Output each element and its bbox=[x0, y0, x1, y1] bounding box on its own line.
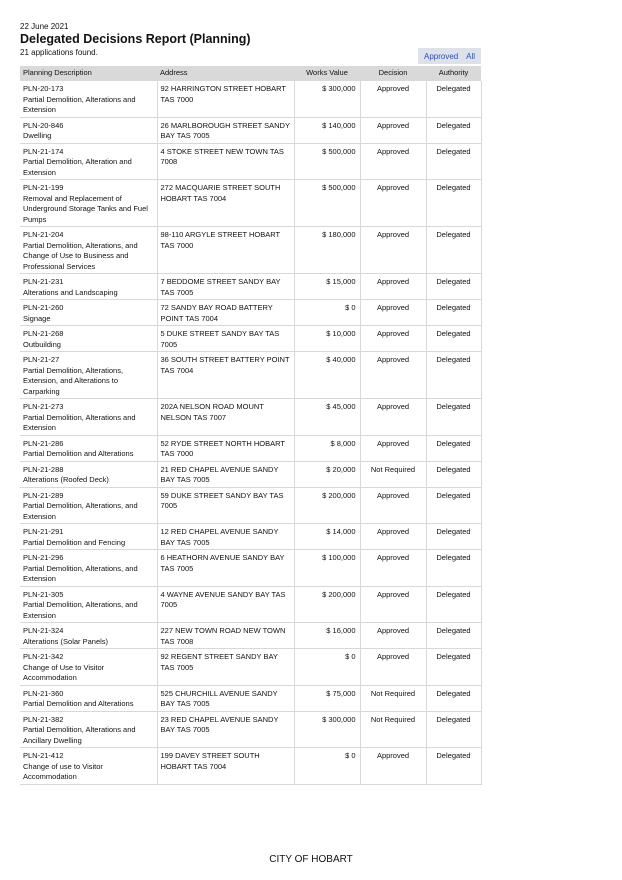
application-ref: PLN-21-286 bbox=[23, 438, 64, 448]
application-description: Alterations (Solar Panels) bbox=[23, 636, 109, 646]
decision-cell: Not Required bbox=[360, 685, 426, 711]
authority-cell: Delegated bbox=[426, 487, 481, 524]
works-value-cell: $ 140,000 bbox=[294, 117, 360, 143]
authority-cell: Delegated bbox=[426, 274, 481, 300]
decision-cell: Approved bbox=[360, 550, 426, 587]
table-row bbox=[20, 143, 481, 180]
address-cell: 92 HARRINGTON STREET HOBART TAS 7000 bbox=[157, 81, 294, 117]
result-count: 21 applications found. bbox=[20, 48, 98, 57]
column-header-address: Address bbox=[157, 66, 294, 81]
application-description: Partial Demolition, Alterations, Extension, and Alterations to Carparking bbox=[23, 365, 124, 396]
table-row bbox=[20, 649, 481, 686]
description-cell bbox=[20, 435, 157, 461]
application-ref: PLN-21-268 bbox=[23, 329, 64, 338]
authority-cell: Delegated bbox=[426, 461, 481, 487]
decision-cell: Approved bbox=[360, 487, 426, 524]
application-ref: PLN-21-342 bbox=[23, 652, 64, 661]
authority-cell: Delegated bbox=[426, 143, 481, 180]
authority-cell: Delegated bbox=[426, 300, 481, 326]
decision-cell: Approved bbox=[360, 586, 426, 623]
table-row bbox=[20, 81, 481, 117]
table-row bbox=[20, 326, 481, 352]
address-cell: 525 CHURCHILL AVENUE SANDY BAY TAS 7005 bbox=[157, 685, 294, 711]
authority-cell: Delegated bbox=[426, 623, 481, 649]
report-date: 22 June 2021 bbox=[20, 22, 69, 31]
works-value-cell: $ 100,000 bbox=[294, 550, 360, 587]
description-cell bbox=[20, 117, 157, 143]
table-row bbox=[20, 300, 481, 326]
works-value-cell: $ 0 bbox=[294, 748, 360, 785]
decision-cell: Approved bbox=[360, 300, 426, 326]
address-cell: 92 REGENT STREET SANDY BAY TAS 7005 bbox=[157, 649, 294, 686]
column-header-description: Planning Description bbox=[20, 66, 157, 81]
decision-cell: Approved bbox=[360, 227, 426, 274]
table-row bbox=[20, 623, 481, 649]
works-value-cell: $ 10,000 bbox=[294, 326, 360, 352]
description-cell bbox=[20, 524, 157, 550]
description-cell bbox=[20, 550, 157, 587]
application-description: Partial Demolition, Alterations, and Extension bbox=[23, 563, 138, 583]
decisions-table bbox=[20, 66, 482, 785]
authority-cell: Delegated bbox=[426, 711, 481, 748]
application-description: Outbuilding bbox=[23, 339, 61, 349]
table-row bbox=[20, 227, 481, 274]
decision-cell: Approved bbox=[360, 326, 426, 352]
filter-approved-link[interactable]: Approved bbox=[424, 51, 459, 61]
column-header-authority: Authority bbox=[426, 66, 481, 81]
decision-cell: Approved bbox=[360, 649, 426, 686]
table-row bbox=[20, 524, 481, 550]
table-row bbox=[20, 399, 481, 436]
application-description: Partial Demolition, Alterations and Ancillary Dwelling bbox=[23, 725, 136, 745]
description-cell bbox=[20, 300, 157, 326]
decision-cell: Approved bbox=[360, 143, 426, 180]
description-cell bbox=[20, 711, 157, 748]
table-row bbox=[20, 461, 481, 487]
application-description: Partial Demolition, Alterations and Extension bbox=[23, 94, 136, 114]
application-ref: PLN-20-173 bbox=[23, 84, 64, 93]
description-cell bbox=[20, 623, 157, 649]
application-description: Partial Demolition, Alterations, and Extension bbox=[23, 501, 138, 521]
application-ref: PLN-20-846 bbox=[23, 120, 64, 130]
application-ref: PLN-21-204 bbox=[23, 230, 64, 239]
works-value-cell: $ 300,000 bbox=[294, 81, 360, 117]
works-value-cell: $ 8,000 bbox=[294, 435, 360, 461]
application-ref: PLN-21-360 bbox=[23, 688, 64, 698]
table-row bbox=[20, 748, 481, 785]
description-cell bbox=[20, 326, 157, 352]
application-ref: PLN-21-324 bbox=[23, 626, 64, 635]
decision-cell: Approved bbox=[360, 274, 426, 300]
application-description: Change of Use to Visitor Accommodation bbox=[23, 662, 105, 682]
authority-cell: Delegated bbox=[426, 435, 481, 461]
application-ref: PLN-21-305 bbox=[23, 589, 64, 599]
application-ref: PLN-21-288 bbox=[23, 464, 64, 474]
authority-cell: Delegated bbox=[426, 117, 481, 143]
application-description: Signage bbox=[23, 313, 51, 323]
decision-cell: Approved bbox=[360, 352, 426, 399]
address-cell: 6 HEATHORN AVENUE SANDY BAY TAS 7005 bbox=[157, 550, 294, 587]
works-value-cell: $ 0 bbox=[294, 649, 360, 686]
authority-cell: Delegated bbox=[426, 748, 481, 785]
table-row bbox=[20, 180, 481, 227]
filter-all-link[interactable]: All bbox=[466, 51, 475, 61]
application-ref: PLN-21-231 bbox=[23, 277, 64, 286]
works-value-cell: $ 16,000 bbox=[294, 623, 360, 649]
table-row bbox=[20, 711, 481, 748]
decision-cell: Approved bbox=[360, 180, 426, 227]
works-value-cell: $ 20,000 bbox=[294, 461, 360, 487]
application-ref: PLN-21-27 bbox=[23, 355, 60, 364]
application-description: Partial Demolition, Alterations and Extension bbox=[23, 412, 136, 432]
decision-cell: Approved bbox=[360, 117, 426, 143]
description-cell bbox=[20, 352, 157, 399]
description-cell bbox=[20, 586, 157, 623]
authority-cell: Delegated bbox=[426, 352, 481, 399]
application-description: Alterations and Landscaping bbox=[23, 287, 118, 297]
application-description: Partial Demolition, Alterations, and Change of Use to Business and Professional Services bbox=[23, 240, 138, 271]
address-cell: 21 RED CHAPEL AVENUE SANDY BAY TAS 7005 bbox=[157, 461, 294, 487]
authority-cell: Delegated bbox=[426, 586, 481, 623]
footer-organisation: CITY OF HOBART bbox=[269, 854, 353, 865]
report-title: Delegated Decisions Report (Planning) bbox=[20, 32, 251, 46]
address-cell: 23 RED CHAPEL AVENUE SANDY BAY TAS 7005 bbox=[157, 711, 294, 748]
address-cell: 36 SOUTH STREET BATTERY POINT TAS 7004 bbox=[157, 352, 294, 399]
table-row bbox=[20, 685, 481, 711]
address-cell: 26 MARLBOROUGH STREET SANDY BAY TAS 7005 bbox=[157, 117, 294, 143]
table-row bbox=[20, 274, 481, 300]
application-ref: PLN-21-291 bbox=[23, 527, 64, 536]
works-value-cell: $ 0 bbox=[294, 300, 360, 326]
address-cell: 98-110 ARGYLE STREET HOBART TAS 7000 bbox=[157, 227, 294, 274]
table-row bbox=[20, 117, 481, 143]
address-cell: 4 WAYNE AVENUE SANDY BAY TAS 7005 bbox=[157, 586, 294, 623]
description-cell bbox=[20, 143, 157, 180]
authority-cell: Delegated bbox=[426, 227, 481, 274]
table-row bbox=[20, 352, 481, 399]
works-value-cell: $ 45,000 bbox=[294, 399, 360, 436]
authority-cell: Delegated bbox=[426, 326, 481, 352]
works-value-cell: $ 75,000 bbox=[294, 685, 360, 711]
table-body bbox=[20, 81, 481, 784]
description-cell bbox=[20, 748, 157, 785]
works-value-cell: $ 40,000 bbox=[294, 352, 360, 399]
authority-cell: Delegated bbox=[426, 399, 481, 436]
decision-cell: Approved bbox=[360, 623, 426, 649]
address-cell: 227 NEW TOWN ROAD NEW TOWN TAS 7008 bbox=[157, 623, 294, 649]
works-value-cell: $ 200,000 bbox=[294, 586, 360, 623]
decision-cell: Approved bbox=[360, 399, 426, 436]
table-row bbox=[20, 550, 481, 587]
address-cell: 5 DUKE STREET SANDY BAY TAS 7005 bbox=[157, 326, 294, 352]
application-description: Removal and Replacement of Underground Storage Tanks and Fuel Pumps bbox=[23, 193, 148, 224]
column-header-works-value: Works Value bbox=[294, 66, 360, 81]
address-cell: 12 RED CHAPEL AVENUE SANDY BAY TAS 7005 bbox=[157, 524, 294, 550]
description-cell bbox=[20, 274, 157, 300]
application-description: Partial Demolition and Alterations bbox=[23, 449, 134, 458]
works-value-cell: $ 14,000 bbox=[294, 524, 360, 550]
works-value-cell: $ 180,000 bbox=[294, 227, 360, 274]
works-value-cell: $ 500,000 bbox=[294, 180, 360, 227]
decision-cell: Approved bbox=[360, 524, 426, 550]
authority-cell: Delegated bbox=[426, 180, 481, 227]
works-value-cell: $ 15,000 bbox=[294, 274, 360, 300]
application-description: Partial Demolition, Alterations, and Extension bbox=[23, 600, 138, 620]
application-description: Partial Demolition and Fencing bbox=[23, 537, 126, 547]
application-ref: PLN-21-382 bbox=[23, 714, 64, 724]
application-ref: PLN-21-296 bbox=[23, 553, 64, 562]
authority-cell: Delegated bbox=[426, 649, 481, 686]
description-cell bbox=[20, 649, 157, 686]
address-cell: 52 RYDE STREET NORTH HOBART TAS 7000 bbox=[157, 435, 294, 461]
address-cell: 59 DUKE STREET SANDY BAY TAS 7005 bbox=[157, 487, 294, 524]
application-description: Dwelling bbox=[23, 131, 52, 140]
table-row bbox=[20, 435, 481, 461]
address-cell: 4 STOKE STREET NEW TOWN TAS 7008 bbox=[157, 143, 294, 180]
description-cell bbox=[20, 180, 157, 227]
filter-bar bbox=[418, 48, 481, 64]
application-ref: PLN-21-412 bbox=[23, 751, 64, 760]
application-description: Partial Demolition, Alteration and Extension bbox=[23, 157, 132, 177]
decision-cell: Approved bbox=[360, 81, 426, 117]
table-row bbox=[20, 487, 481, 524]
address-cell: 7 BEDDOME STREET SANDY BAY TAS 7005 bbox=[157, 274, 294, 300]
address-cell: 272 MACQUARIE STREET SOUTH HOBART TAS 7004 bbox=[157, 180, 294, 227]
address-cell: 202A NELSON ROAD MOUNT NELSON TAS 7007 bbox=[157, 399, 294, 436]
authority-cell: Delegated bbox=[426, 550, 481, 587]
address-cell: 199 DAVEY STREET SOUTH HOBART TAS 7004 bbox=[157, 748, 294, 785]
application-ref: PLN-21-174 bbox=[23, 146, 64, 156]
address-cell: 72 SANDY BAY ROAD BATTERY POINT TAS 7004 bbox=[157, 300, 294, 326]
application-ref: PLN-21-289 bbox=[23, 490, 64, 500]
application-description: Partial Demolition and Alterations bbox=[23, 699, 134, 708]
description-cell bbox=[20, 685, 157, 711]
table-row bbox=[20, 586, 481, 623]
decision-cell: Approved bbox=[360, 748, 426, 785]
authority-cell: Delegated bbox=[426, 524, 481, 550]
decision-cell: Not Required bbox=[360, 461, 426, 487]
decision-cell: Approved bbox=[360, 435, 426, 461]
application-ref: PLN-21-260 bbox=[23, 303, 64, 312]
description-cell bbox=[20, 399, 157, 436]
works-value-cell: $ 500,000 bbox=[294, 143, 360, 180]
works-value-cell: $ 300,000 bbox=[294, 711, 360, 748]
description-cell bbox=[20, 81, 157, 117]
decision-cell: Not Required bbox=[360, 711, 426, 748]
works-value-cell: $ 200,000 bbox=[294, 487, 360, 524]
column-header-decision: Decision bbox=[360, 66, 426, 81]
description-cell bbox=[20, 487, 157, 524]
application-ref: PLN-21-273 bbox=[23, 402, 64, 411]
authority-cell: Delegated bbox=[426, 81, 481, 117]
description-cell bbox=[20, 227, 157, 274]
authority-cell: Delegated bbox=[426, 685, 481, 711]
table-header-row bbox=[20, 66, 481, 81]
application-ref: PLN-21-199 bbox=[23, 183, 64, 192]
description-cell bbox=[20, 461, 157, 487]
application-description: Change of use to Visitor Accommodation bbox=[23, 761, 103, 781]
application-description: Alterations (Roofed Deck) bbox=[23, 475, 109, 484]
